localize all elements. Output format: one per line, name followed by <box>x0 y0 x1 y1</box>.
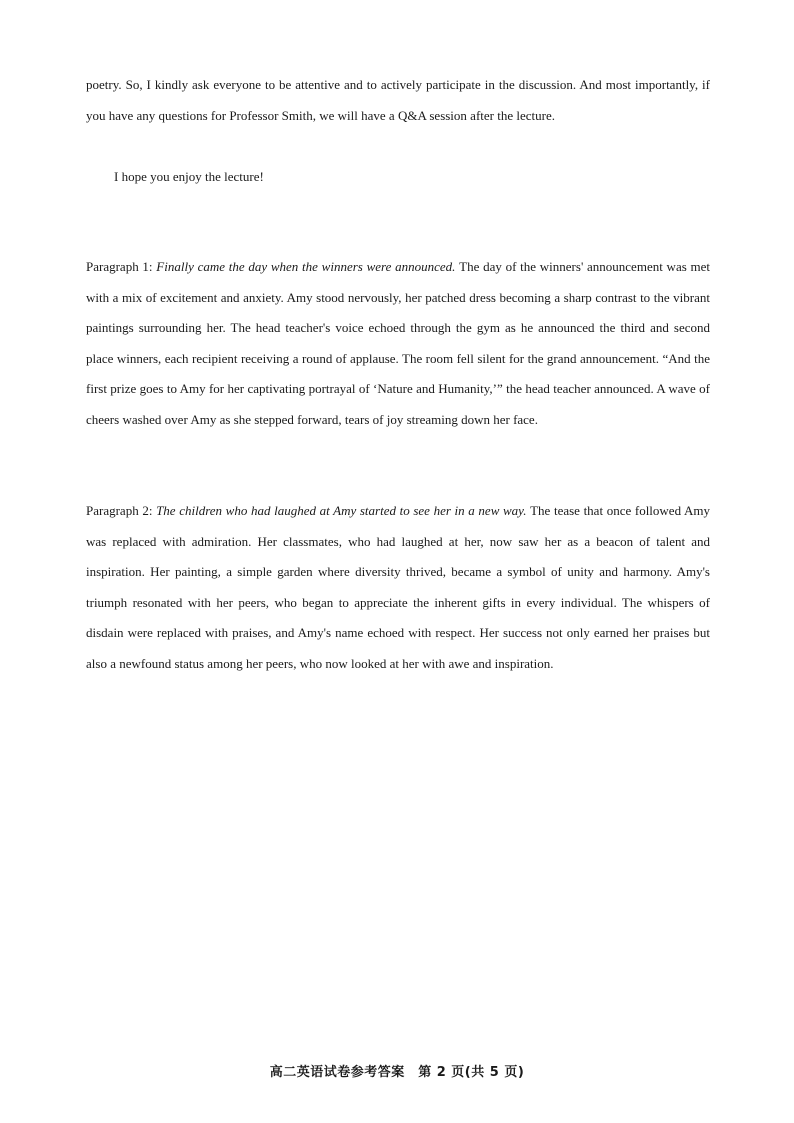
page-footer <box>0 1061 794 1080</box>
footer-text: 高二英语试卷参考答案 第 2 页(共 5 页) <box>269 1065 525 1080</box>
paragraph-2-body: The tease that once followed Amy was replaced with admiration. Her classmates, who had laughed at her, now saw her as a beacon of talent and inspiration. Her painting, a simple garden where diversity thrived, became a symbol of unity and harmony. Amy's triumph resonated with her peers, who began to appreciate the inherent gifts in every individual. The whispers of disdain were replaced with praises, and Amy's name echoed with respect. Her success not only earned her praises but also a newfound status among her peers, who now looked at her with awe and inspiration. <box>86 503 710 671</box>
closing-text: I hope you enjoy the lecture! <box>114 169 264 184</box>
closing-line <box>114 162 264 193</box>
paragraph-1-label: Paragraph 1: <box>86 259 157 274</box>
paragraph-1-topic-sentence: Finally came the day when the winners were announced. <box>156 259 460 274</box>
paragraph-2-label: Paragraph 2: <box>86 503 157 518</box>
intro-paragraph <box>86 70 710 131</box>
paragraph-2 <box>86 496 710 679</box>
intro-text: poetry. So, I kindly ask everyone to be attentive and to actively participate in the discussion. And most importantly, if you have any questions for Professor Smith, we will have a Q&A session after the lecture. <box>86 77 710 123</box>
paragraph-1-body: The day of the winners' announcement was met with a mix of excitement and anxiety. Amy stood nervously, her patched dress becoming a sharp contrast to the vibrant paintings surrounding her. The head teacher's voice echoed through the gym as he announced the third and second place winners, each recipient receiving a round of applause. The room fell silent for the grand announcement. “And the first prize goes to Amy for her captivating portrayal of ‘Nature and Humanity,’” the head teacher announced. A wave of cheers washed over Amy as she stepped forward, tears of joy streaming down her face. <box>86 259 711 427</box>
paragraph-1 <box>86 252 710 435</box>
paragraph-2-topic-sentence: The children who had laughed at Amy started to see her in a new way. <box>156 503 531 518</box>
